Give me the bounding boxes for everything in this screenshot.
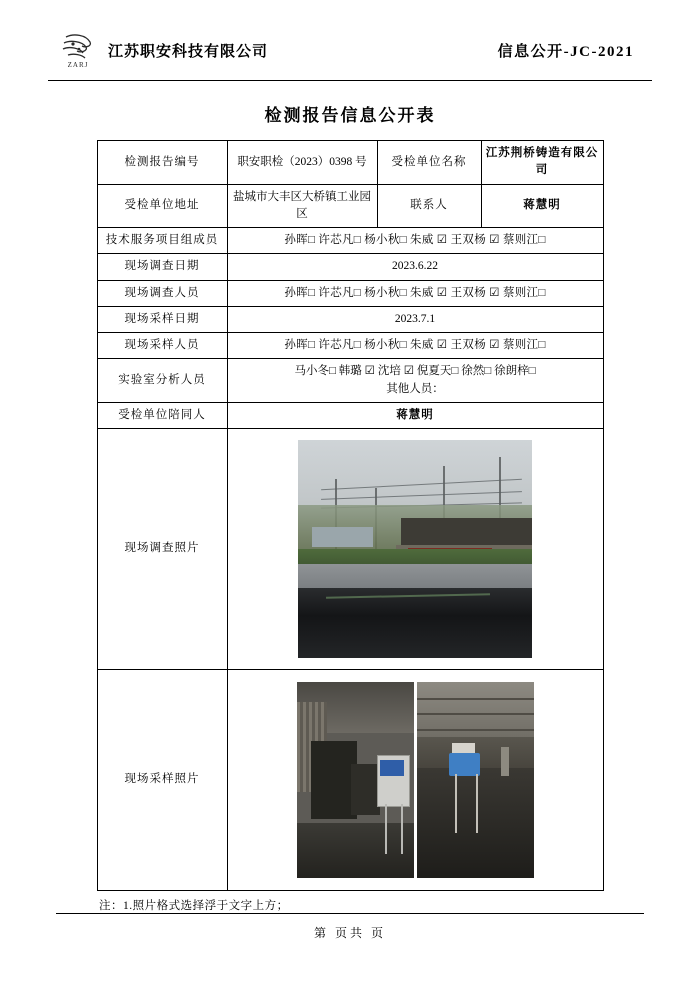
sampling-photo-right-image <box>417 682 534 878</box>
survey-photo-image <box>298 440 532 658</box>
report-no-label: 检测报告编号 <box>97 141 227 185</box>
photo-survey-cell <box>227 429 603 670</box>
photo-sampling-label: 现场采样照片 <box>97 670 227 891</box>
page-footer <box>48 913 652 941</box>
report-no-value: 职安职检（2023）0398 号 <box>227 141 377 185</box>
company-logo-icon <box>56 30 100 70</box>
survey-date-label: 现场调查日期 <box>97 254 227 280</box>
brand <box>56 30 268 70</box>
table-row <box>97 280 603 306</box>
escort-value: 蒋慧明 <box>227 402 603 428</box>
table-row <box>97 402 603 428</box>
table-row-photo-sampling <box>97 670 603 891</box>
survey-staff-label: 现场调查人员 <box>97 280 227 306</box>
page-title: 检测报告信息公开表 <box>264 106 436 125</box>
table-row <box>97 184 603 228</box>
table-row-photo-survey <box>97 429 603 670</box>
client-name-label: 受检单位名称 <box>377 141 481 185</box>
table-note: 注：1.照片格式选择浮于文字上方； <box>99 900 289 912</box>
survey-staff-value: 孙晖□ 许芯凡□ 杨小秋□ 朱威 ☑ 王双杨 ☑ 蔡则江□ <box>227 280 603 306</box>
table-row <box>97 254 603 280</box>
lab-staff-line1: 马小冬□ 韩璐 ☑ 沈培 ☑ 倪夏天□ 徐然□ 徐朗梓□ <box>294 365 536 378</box>
lab-staff-value <box>227 359 603 403</box>
table-row <box>97 306 603 332</box>
sampling-staff-label: 现场采样人员 <box>97 333 227 359</box>
sampling-staff-value: 孙晖□ 许芯凡□ 杨小秋□ 朱威 ☑ 王双杨 ☑ 蔡则江□ <box>227 333 603 359</box>
table-row <box>97 228 603 254</box>
team-label: 技术服务项目组成员 <box>97 228 227 254</box>
table-row <box>97 333 603 359</box>
page-header <box>48 26 652 81</box>
sampling-date-label: 现场采样日期 <box>97 306 227 332</box>
client-name-value: 江苏荆桥铸造有限公司 <box>481 141 603 185</box>
table-row <box>97 359 603 403</box>
lab-staff-label: 实验室分析人员 <box>97 359 227 403</box>
lab-staff-line2: 其他人员： <box>386 382 444 395</box>
table-row <box>97 141 603 185</box>
info-table <box>97 140 604 891</box>
client-addr-value: 盐城市大丰区大桥镇工业园区 <box>227 184 377 228</box>
photo-survey-label: 现场调查照片 <box>97 429 227 670</box>
team-value: 孙晖□ 许芯凡□ 杨小秋□ 朱威 ☑ 王双杨 ☑ 蔡则江□ <box>227 228 603 254</box>
survey-date-value: 2023.6.22 <box>227 254 603 280</box>
company-name: 江苏职安科技有限公司 <box>108 43 269 60</box>
escort-label: 受检单位陪同人 <box>97 402 227 428</box>
sampling-photo-left-image <box>297 682 414 878</box>
contact-value: 蒋慧明 <box>481 184 603 228</box>
client-addr-label: 受检单位地址 <box>97 184 227 228</box>
contact-label: 联系人 <box>377 184 481 228</box>
photo-sampling-cell <box>227 670 603 891</box>
page-number: 第 页共 页 <box>313 926 386 940</box>
document-code: 信息公开-JC-2021 <box>497 43 634 60</box>
sampling-date-value: 2023.7.1 <box>227 306 603 332</box>
svg-text:ZARJ: ZARJ <box>67 61 89 69</box>
